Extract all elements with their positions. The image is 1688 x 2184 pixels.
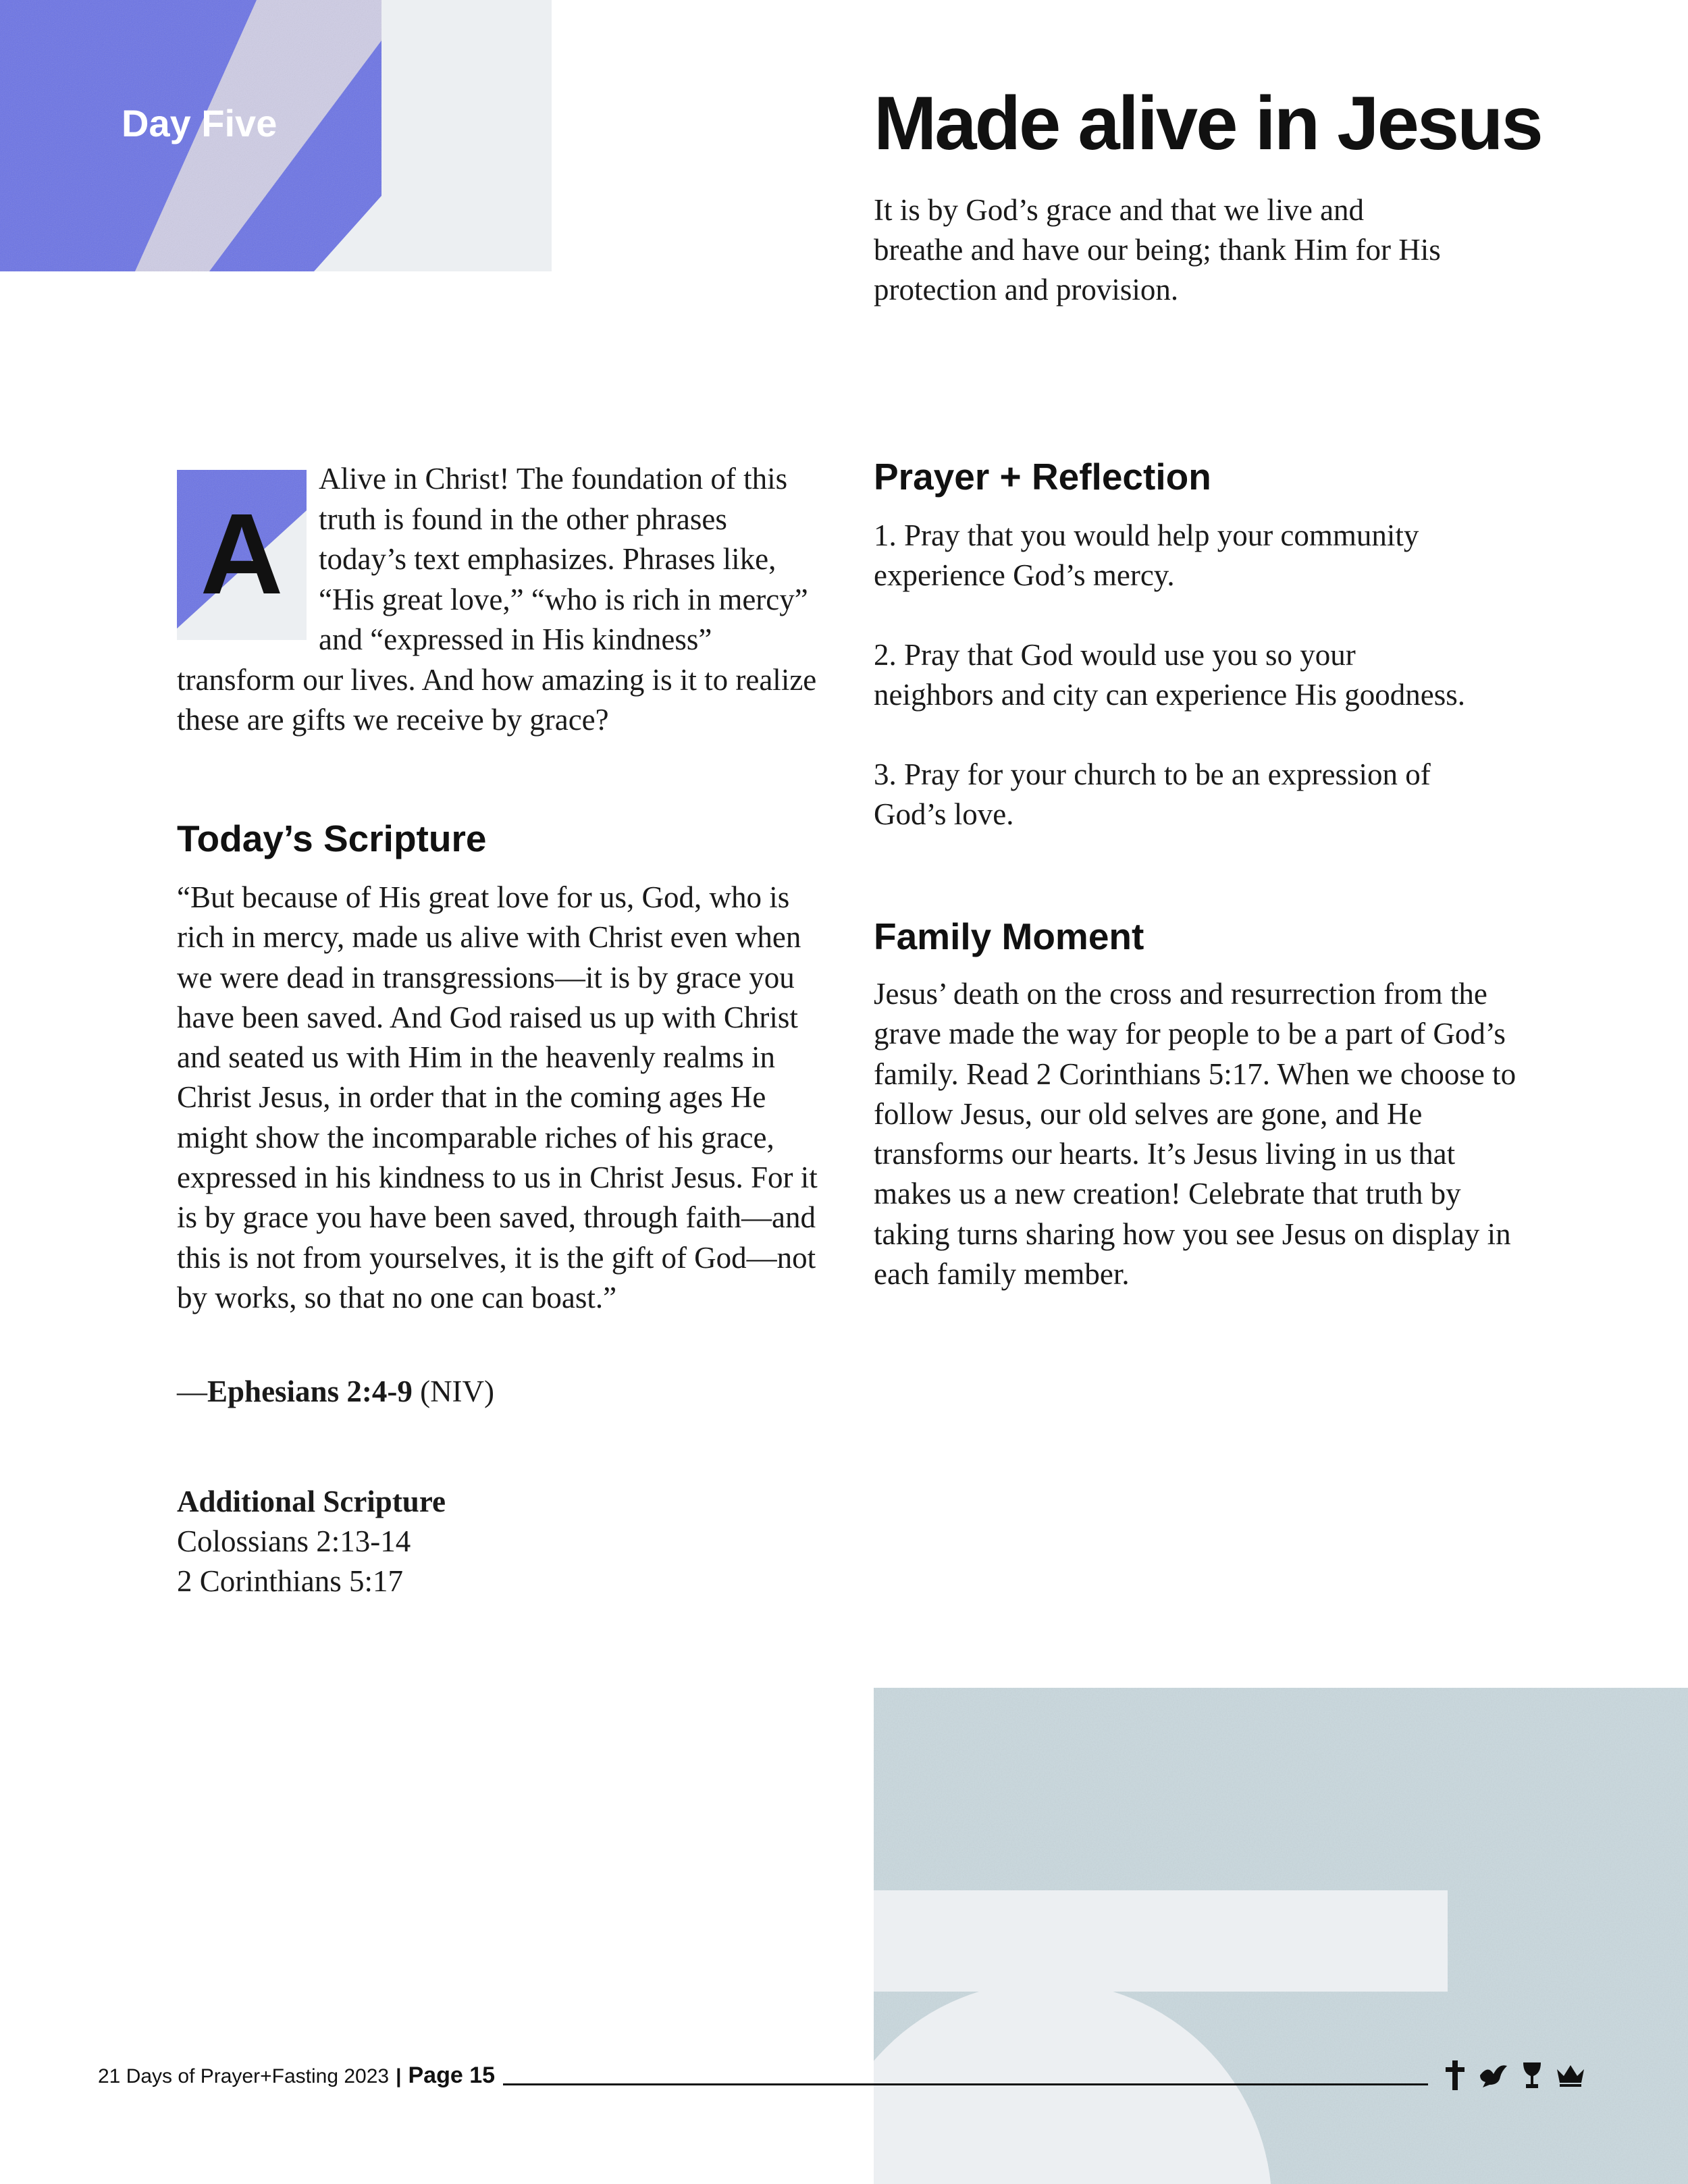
footer-publication: 21 Days of Prayer+Fasting 2023 [98, 2065, 390, 2087]
prayer-heading: Prayer + Reflection [874, 456, 1211, 498]
additional-scripture-ref: Colossians 2:13-14 [177, 1524, 411, 1558]
decorative-texture [874, 1688, 1688, 2184]
family-heading: Family Moment [874, 915, 1144, 957]
scripture-ref-version: (NIV) [420, 1375, 495, 1408]
prayer-list [874, 516, 1481, 874]
footer-rule [503, 2083, 1428, 2085]
scripture-text: “But because of His great love for us, God, who is rich in mercy, made us alive with Christ even when we were dead in transgressions—it is by grace you have been saved. And God raised us up with Christ and seated us with Him in the heavenly realms in Christ Jesus, in order that in the coming ages He might show the incomparable riches of his grace, expressed in his kindness to us in Christ Jesus. For it is by grace you have been saved, through faith—and this is not from yourselves, it is the gift of God—not by works, so that no one can boast.” [177, 880, 818, 1314]
page-title: Made alive in Jesus [874, 81, 1541, 165]
lead-paragraph [177, 459, 818, 741]
footer-text [98, 2062, 495, 2089]
scripture-heading: Today’s Scripture [177, 818, 487, 859]
prayer-item: 1. Pray that you would help your community experience God’s mercy. [874, 518, 1419, 592]
additional-scripture [177, 1482, 446, 1601]
dove-icon [1479, 2062, 1508, 2092]
family-text: Jesus’ death on the cross and resurrection from the grave made the way for people to be a part of God’s family. Read 2 Corinthians 5:17. When we choose to follow Jesus, our old selves are gone, and He transforms our hearts. It’s Jesus living in us that makes us a new creation! Celebrate that truth by taking turns sharing how you see Jesus on display in each family member. [874, 977, 1516, 1291]
footer-icons [1445, 2060, 1585, 2094]
drop-cap-letter: A [200, 490, 284, 618]
additional-scripture-ref: 2 Corinthians 5:17 [177, 1564, 403, 1598]
prayer-item: 2. Pray that God would use you so your neighbors and city can experience His goodness. [874, 638, 1465, 712]
day-label: Day Five [122, 102, 278, 144]
additional-scripture-label: Additional Scripture [177, 1485, 446, 1518]
cross-icon [1445, 2060, 1465, 2094]
intro-text: It is by God’s grace and that we live and breathe and have our being; thank Him for His protection and provision. [874, 193, 1441, 307]
footer-page-number: Page 15 [408, 2062, 496, 2088]
footer-separator: | [396, 2065, 402, 2087]
lead-text: Alive in Christ! The foundation of this truth is found in the other phrases today’s text emphasizes. Phrases like, “His great love,” “who is rich in mercy” and “expressed in His kindness” transform our lives. And how amazing is it to realize these are gifts we receive by grace? [177, 462, 817, 737]
crown-icon [1556, 2064, 1585, 2090]
day-banner [0, 0, 552, 271]
chalice-icon [1522, 2061, 1542, 2093]
prayer-item: 3. Pray for your church to be an expression of God’s love. [874, 757, 1431, 831]
scripture-reference [177, 1374, 494, 1409]
scripture-ref-dash: — [177, 1375, 207, 1408]
scripture-ref-book: Ephesians 2:4-9 [207, 1375, 413, 1408]
